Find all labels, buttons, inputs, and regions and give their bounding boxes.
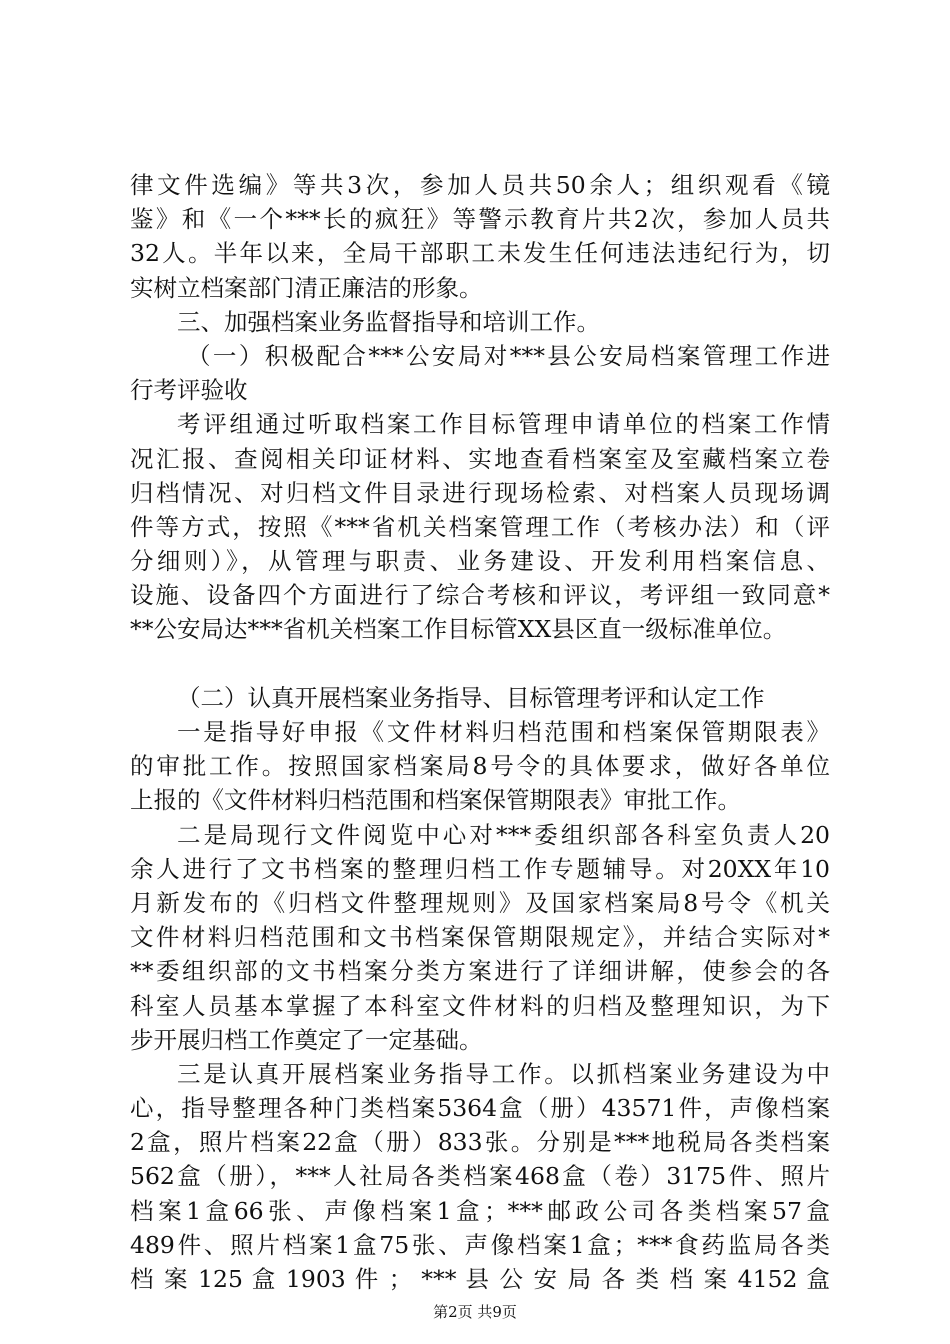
text-line: **公安局达***省机关档案工作目标管XX县区直一级标准单位。 bbox=[130, 615, 787, 644]
page-footer: 第2页 共9页 bbox=[433, 1303, 517, 1321]
text-line: 归档情况、对归档文件目录进行现场检索、对档案人员现场调 bbox=[130, 478, 830, 507]
text-line: 562盒（册），***人社局各类档案468盒（卷）3175件、照片 bbox=[130, 1162, 830, 1191]
text-line: 的审批工作。按照国家档案局8号令的具体要求，做好各单位 bbox=[130, 752, 830, 781]
text-line: 设施、设备四个方面进行了综合考核和评议，考评组一致同意* bbox=[130, 581, 830, 610]
text-line: 鉴》和《一个***长的疯狂》等警示教育片共2次，参加人员共 bbox=[130, 205, 830, 234]
text-line: 文件材料归档范围和文书档案保管期限规定》，并结合实际对* bbox=[130, 923, 830, 952]
text-line: **委组织部的文书档案分类方案进行了详细讲解，使参会的各 bbox=[130, 957, 830, 986]
text-line: 一是指导好申报《文件材料归档范围和档案保管期限表》 bbox=[177, 718, 830, 746]
text-line: 行考评验收 bbox=[130, 376, 248, 405]
text-line: 三是认真开展档案业务指导工作。以抓档案业务建设为中 bbox=[177, 1059, 830, 1088]
text-line: 档 案 125 盒 1903 件 ； *** 县 公 安 局 各 类 档 案 4152 盒 bbox=[130, 1265, 830, 1293]
text-line: 考评组通过听取档案工作目标管理申请单位的档案工作情 bbox=[177, 410, 830, 439]
text-line: 件等方式，按照《***省机关档案管理工作（考核办法）和（评 bbox=[130, 512, 830, 541]
text-line: 2盒，照片档案22盒（册）833张。分别是***地税局各类档案 bbox=[130, 1128, 830, 1157]
text-line: 律文件选编》等共3次，参加人员共50余人；组织观看《镜 bbox=[130, 171, 830, 199]
text-line: 分细则）》，从管理与职责、业务建设、开发利用档案信息、 bbox=[130, 547, 830, 576]
text-line: 步开展归档工作奠定了一定基础。 bbox=[130, 1025, 483, 1054]
text-line: 档案1盒66张、声像档案1盒；***邮政公司各类档案57盒 bbox=[130, 1196, 830, 1225]
text-line: 上报的《文件材料归档范围和档案保管期限表》审批工作。 bbox=[130, 786, 741, 815]
text-line: 月新发布的《归档文件整理规则》及国家档案局8号令《机关 bbox=[130, 888, 830, 917]
text-line: 实树立档案部门清正廉洁的形象。 bbox=[130, 273, 483, 302]
text-line: 科室人员基本掌握了本科室文件材料的归档及整理知识，为下 bbox=[130, 991, 830, 1020]
text-line: 余人进行了文书档案的整理归档工作专题辅导。对20XX年10 bbox=[130, 854, 830, 883]
document-body bbox=[130, 168, 830, 1296]
text-line: （二）认真开展档案业务指导、目标管理考评和认定工作 bbox=[177, 683, 765, 712]
text-line: （一）积极配合***公安局对***县公安局档案管理工作进 bbox=[187, 341, 830, 370]
text-line: 489件、照片档案1盒75张、声像档案1盒；***食药监局各类 bbox=[130, 1230, 830, 1259]
paragraph-gap bbox=[130, 647, 830, 681]
text-line: 三、加强档案业务监督指导和培训工作。 bbox=[177, 307, 600, 336]
text-line: 心，指导整理各种门类档案5364盒（册）43571件，声像档案 bbox=[130, 1094, 830, 1123]
text-line: 二是局现行文件阅览中心对***委组织部各科室负责人20 bbox=[177, 820, 830, 849]
text-line: 况汇报、查阅相关印证材料、实地查看档案室及室藏档案立卷 bbox=[130, 444, 830, 473]
text-line: 32人。半年以来，全局干部职工未发生任何违法违纪行为，切 bbox=[130, 239, 830, 268]
